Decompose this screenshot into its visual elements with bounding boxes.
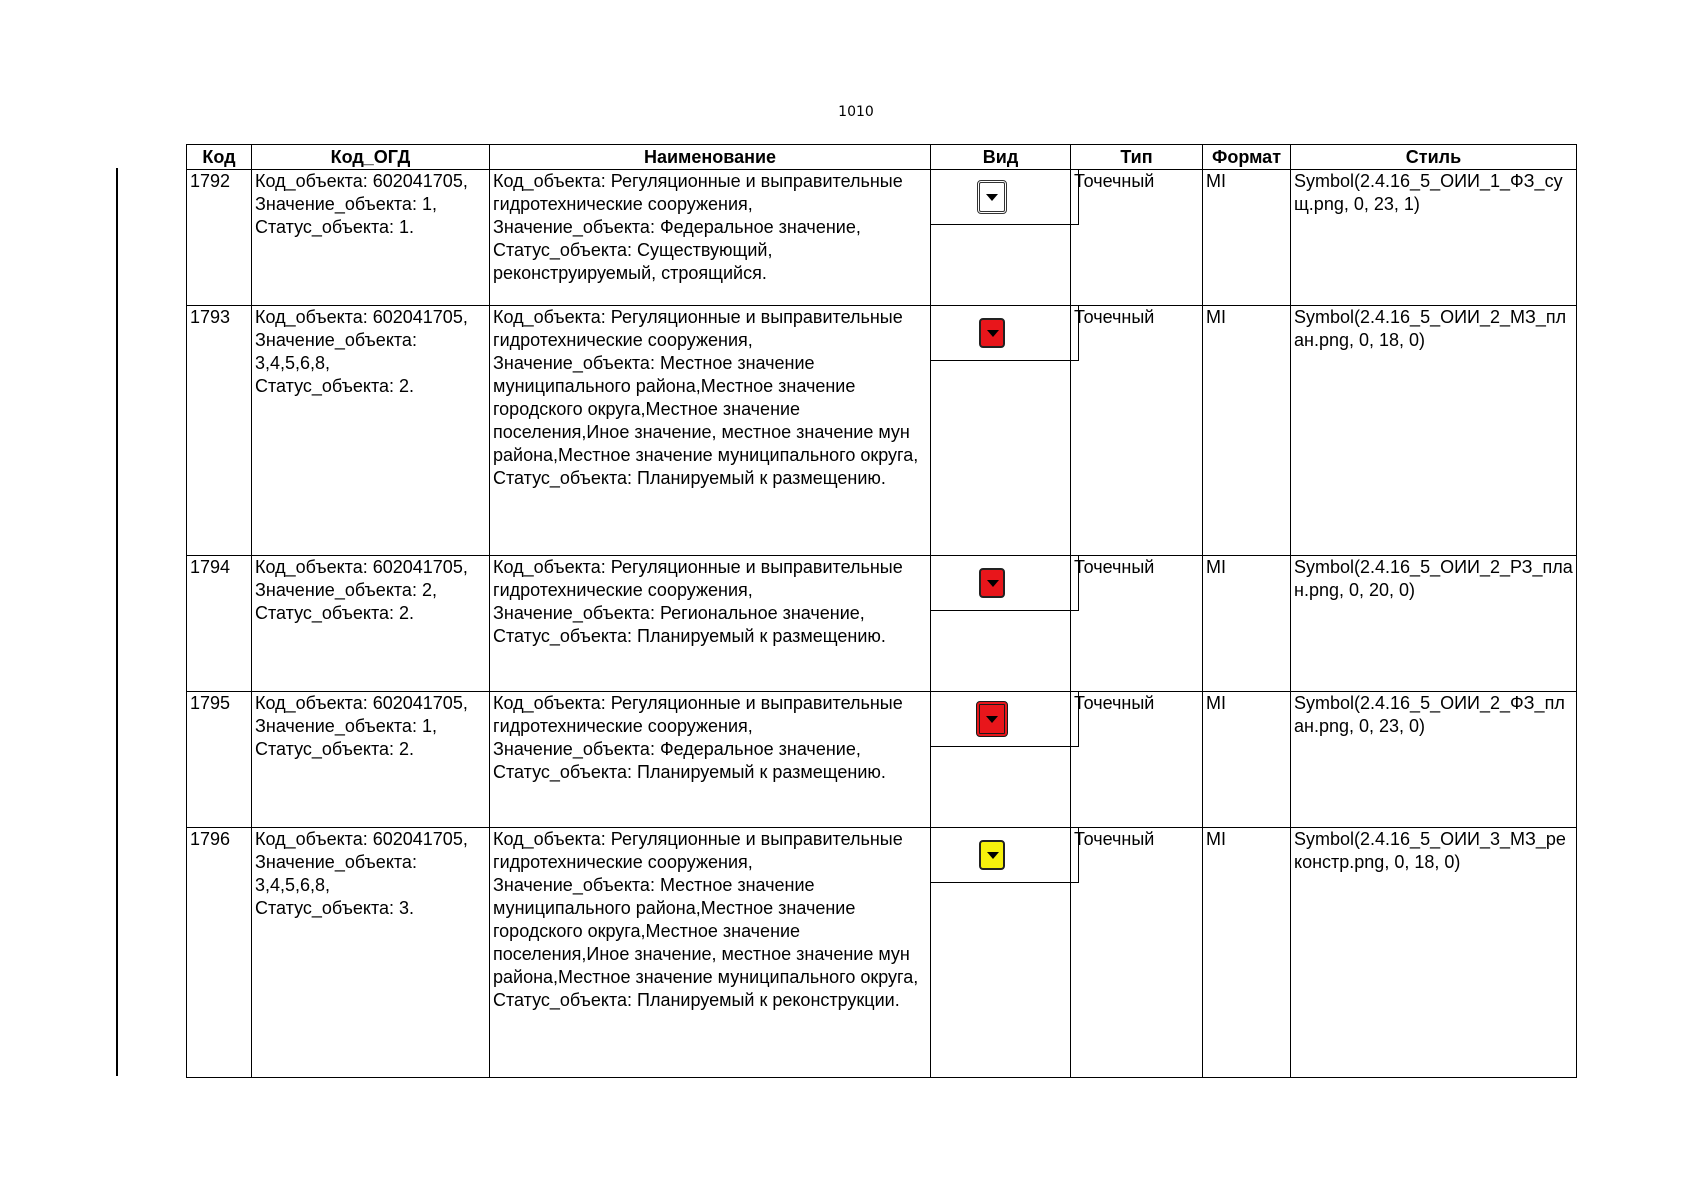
header-type: Тип [1071, 145, 1203, 170]
view-preview-box [931, 692, 1079, 747]
header-code: Код [187, 145, 252, 170]
cell-type: Точечный [1071, 828, 1203, 1078]
cell-code: 1793 [187, 306, 252, 556]
cell-format: MI [1203, 692, 1291, 828]
view-preview-box [931, 306, 1079, 361]
view-preview-box [931, 828, 1079, 883]
header-format: Формат [1203, 145, 1291, 170]
table-row [187, 556, 1577, 692]
view-preview-box [931, 170, 1079, 225]
table-row [187, 170, 1577, 306]
symbol-red-double-border-icon [976, 701, 1008, 737]
header-ogd-code: Код_ОГД [252, 145, 490, 170]
cell-format: MI [1203, 170, 1291, 306]
cell-name: Код_объекта: Регуляционные и выправительные гидротехнические сооружения, Значение_объекта: Федеральное значение, Статус_объекта: Существующий, реконструируемый, строящийся. [490, 170, 931, 306]
cell-name: Код_объекта: Регуляционные и выправительные гидротехнические сооружения, Значение_объекта: Федеральное значение, Статус_объекта: Планируемый к размещению. [490, 692, 931, 828]
cell-name: Код_объекта: Регуляционные и выправительные гидротехнические сооружения, Значение_объекта: Местное значение муниципального района,Местное значение городского округа,Местное значение поселения,Иное значение, местное значение мун района,Местное значение муниципального округа, Статус_объекта: Планируемый к реконструкции. [490, 828, 931, 1078]
cell-style: Symbol(2.4.16_5_ОИИ_3_МЗ_реконстр.png, 0, 18, 0) [1291, 828, 1577, 1078]
cell-code: 1796 [187, 828, 252, 1078]
table-row [187, 306, 1577, 556]
header-view: Вид [931, 145, 1071, 170]
cell-format: MI [1203, 306, 1291, 556]
cell-type: Точечный [1071, 170, 1203, 306]
symbol-red-icon [979, 318, 1005, 348]
view-preview-box [931, 556, 1079, 611]
cell-format: MI [1203, 828, 1291, 1078]
cell-view [931, 556, 1071, 692]
cell-view [931, 828, 1071, 1078]
cell-style: Symbol(2.4.16_5_ОИИ_2_МЗ_план.png, 0, 18, 0) [1291, 306, 1577, 556]
cell-code: 1794 [187, 556, 252, 692]
header-style: Стиль [1291, 145, 1577, 170]
cell-ogd-code: Код_объекта: 602041705, Значение_объекта: 2, Статус_объекта: 2. [252, 556, 490, 692]
cell-format: MI [1203, 556, 1291, 692]
cell-name: Код_объекта: Регуляционные и выправительные гидротехнические сооружения, Значение_объекта: Местное значение муниципального района,Местное значение городского округа,Местное значение поселения,Иное значение, местное значение мун района,Местное значение муниципального округа, Статус_объекта: Планируемый к размещению. [490, 306, 931, 556]
symbol-outline-icon [977, 180, 1007, 214]
cell-name: Код_объекта: Регуляционные и выправительные гидротехнические сооружения, Значение_объекта: Региональное значение, Статус_объекта: Планируемый к размещению. [490, 556, 931, 692]
cell-view [931, 692, 1071, 828]
page-number: 1010 [838, 104, 874, 120]
symbol-registry-table [186, 144, 1577, 1078]
cell-style: Symbol(2.4.16_5_ОИИ_2_ФЗ_план.png, 0, 23, 0) [1291, 692, 1577, 828]
table-row [187, 692, 1577, 828]
cell-type: Точечный [1071, 692, 1203, 828]
cell-ogd-code: Код_объекта: 602041705, Значение_объекта: 3,4,5,6,8, Статус_объекта: 3. [252, 828, 490, 1078]
cell-type: Точечный [1071, 306, 1203, 556]
header-name: Наименование [490, 145, 931, 170]
symbol-yellow-icon [979, 840, 1005, 870]
cell-view [931, 306, 1071, 556]
cell-ogd-code: Код_объекта: 602041705, Значение_объекта: 1, Статус_объекта: 2. [252, 692, 490, 828]
cell-code: 1792 [187, 170, 252, 306]
margin-rule [116, 168, 118, 1076]
cell-ogd-code: Код_объекта: 602041705, Значение_объекта: 3,4,5,6,8, Статус_объекта: 2. [252, 306, 490, 556]
table-header-row [187, 145, 1577, 170]
cell-style: Symbol(2.4.16_5_ОИИ_1_ФЗ_сущ.png, 0, 23, 1) [1291, 170, 1577, 306]
cell-style: Symbol(2.4.16_5_ОИИ_2_РЗ_план.png, 0, 20, 0) [1291, 556, 1577, 692]
cell-view [931, 170, 1071, 306]
symbol-red-icon [979, 568, 1005, 598]
cell-type: Точечный [1071, 556, 1203, 692]
table-row [187, 828, 1577, 1078]
cell-code: 1795 [187, 692, 252, 828]
cell-ogd-code: Код_объекта: 602041705, Значение_объекта: 1, Статус_объекта: 1. [252, 170, 490, 306]
